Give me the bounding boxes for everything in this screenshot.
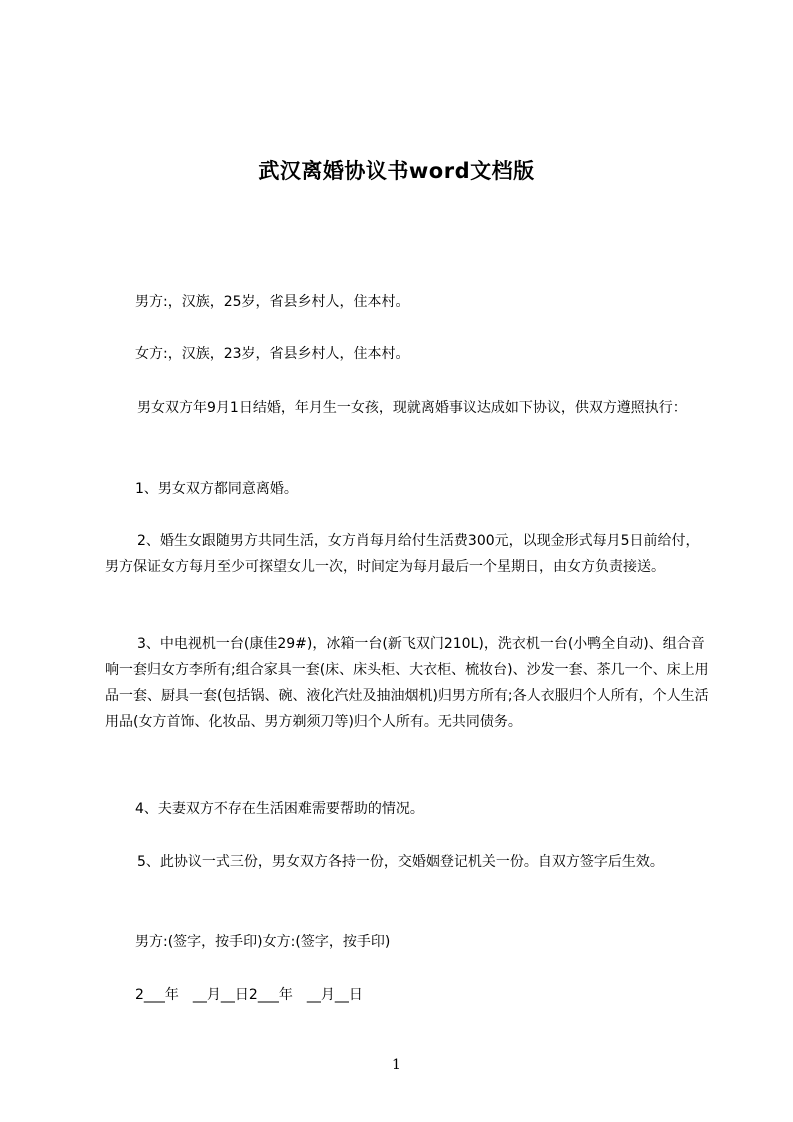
paragraph-intro: 男女双方年9月1日结婚，年月生一女孩，现就离婚事议达成如下协议，供双方遵照执行： (137, 400, 687, 416)
paragraph-clause-4: 4、夫妻双方不存在生活困难需要帮助的情况。 (135, 801, 424, 817)
paragraph-clause-1: 1、男女双方都同意离婚。 (135, 481, 298, 497)
paragraph-husband-info: 男方:，汉族，25岁，省县乡村人，住本村。 (135, 294, 410, 310)
document-title: 武汉离婚协议书word文档版 (258, 159, 535, 184)
page-number: 1 (392, 1057, 401, 1073)
paragraph-signatures: 男方:(签字，按手印)女方:(签字，按手印) (135, 934, 391, 950)
paragraph-clause-2: 2、婚生女跟随男方共同生活，女方肖每月给付生活费300元，以现金形式每月5日前给付，男方保证女方每月至少可探望女儿一次，时间定为每月最后一个星期日，由女方负责接送。 (105, 533, 700, 575)
paragraph-clause-3: 3、中电视机一台(康佳29#)，冰箱一台(新飞双门210L)，洗衣机一台(小鸭全自动)、组合音响一套归女方李所有;组合家具一套(床、床头柜、大衣柜、梳妆台)、沙发一套、茶几一个、床上用品一套、厨具一套(包括锅、碗、液化汽灶及抽油烟机)归男方所有;各人衣服归个人所有，个人生活用品(女方首饰、化妆品、男方剃须刀等)归个人所有。无共同债务。 (105, 636, 709, 730)
paragraph-wife-info: 女方:，汉族，23岁，省县乡村人，住本村。 (135, 346, 410, 362)
paragraph-dates: 2___年 __月__日2___年 __月__日 (135, 987, 363, 1003)
paragraph-clause-5: 5、此协议一式三份，男女双方各持一份，交婚姻登记机关一份。自双方签字后生效。 (137, 854, 664, 870)
